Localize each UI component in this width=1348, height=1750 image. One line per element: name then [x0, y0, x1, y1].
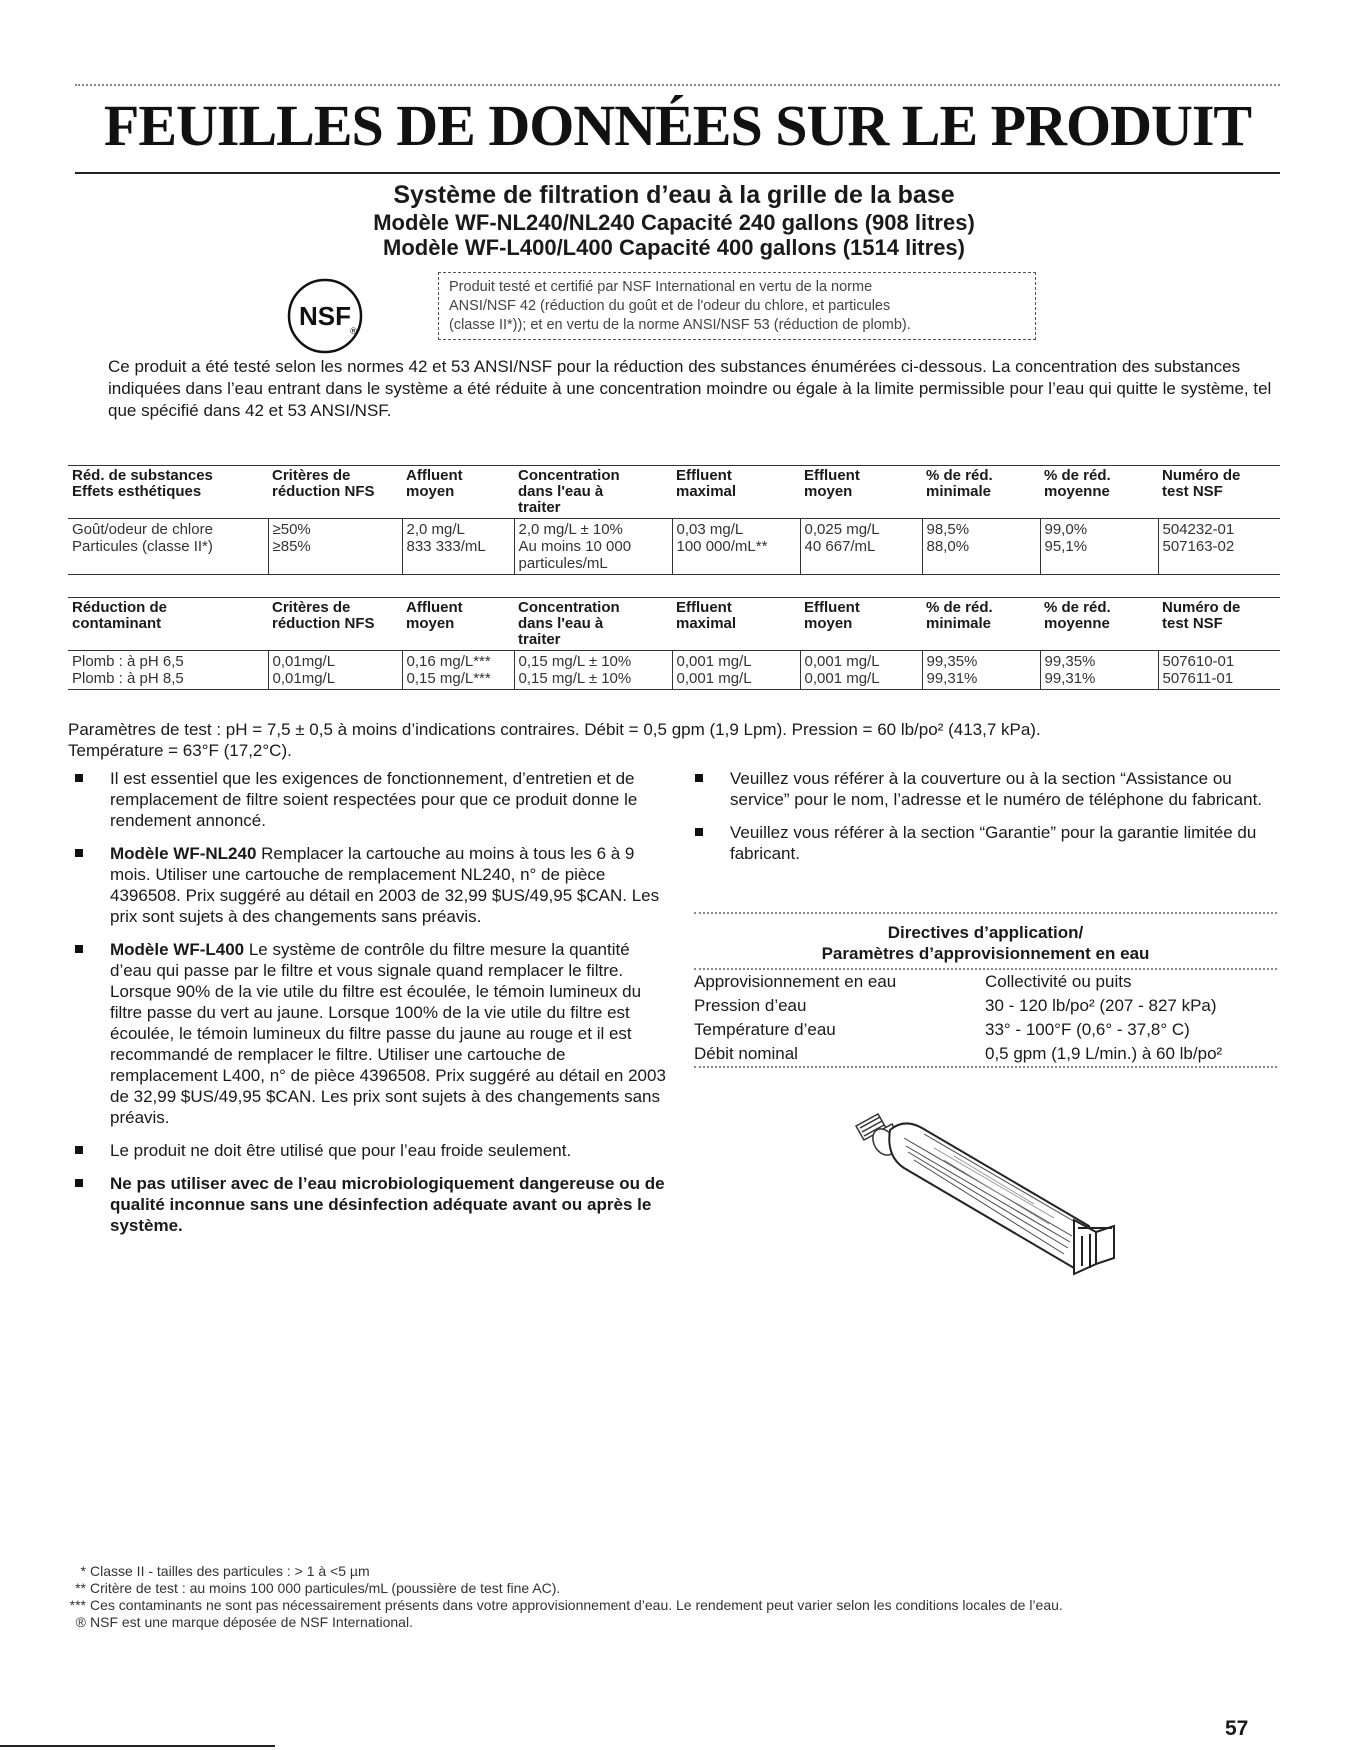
column-header [514, 598, 672, 651]
cert-line: ANSI/NSF 42 (réduction du goût et de l'odeur du chlore, et particules [449, 298, 891, 314]
column-header-line: contaminant [72, 615, 162, 632]
cell-line: 2,0 mg/L ± 10% [518, 521, 623, 538]
column-header-line: test NSF [1162, 483, 1223, 500]
cert-line: (classe II*)); et en vertu de la norme ANSI/NSF 53 (réduction de plomb). [449, 317, 911, 333]
column-header-line: maximal [676, 615, 737, 632]
cell-line: 0,01mg/L [272, 670, 336, 687]
column-header-line: minimale [926, 615, 992, 632]
table-cell [68, 519, 268, 575]
footnote [60, 1614, 1285, 1631]
footnote-text: Ces contaminants ne sont pas nécessairement présents dans votre approvisionnement d’eau. Le rendement peut varier selon les conditions locales de l’eau. [90, 1597, 1063, 1613]
footnote [60, 1580, 1285, 1597]
column-header-line: maximal [676, 483, 737, 500]
contaminant-reduction-table [68, 597, 1280, 690]
column-header-line: Numéro de [1162, 599, 1241, 616]
column-header-line: Numéro de [1162, 467, 1241, 484]
test-parameters-line: Paramètres de test : pH = 7,5 ± 0,5 à moins d’indications contraires. Débit = 0,5 gpm (1,9 Lpm). Pression = 60 lb/po² (413,7 kPa). [68, 720, 1041, 739]
cell-line: 99,35% [1044, 653, 1096, 670]
cell-line: 0,15 mg/L*** [406, 670, 491, 687]
directive-row [694, 994, 1277, 1018]
table-cell [1040, 651, 1158, 690]
test-parameters-line: Température = 63°F (17,2°C). [68, 741, 292, 760]
bottom-rule [0, 1745, 275, 1747]
bullet-bold-text: Modèle WF-L400 [110, 940, 245, 959]
directives-title-line: Paramètres d’approvisionnement en eau [821, 944, 1150, 963]
column-header [1158, 598, 1280, 651]
cell-line: 40 667/mL [804, 538, 876, 555]
bullet-item [68, 1173, 668, 1236]
cell-line: 98,5% [926, 521, 970, 538]
column-header [800, 598, 922, 651]
system-title: Système de filtration d’eau à la grille de la base [393, 181, 955, 209]
column-header [800, 466, 922, 519]
cell-line: 99,31% [1044, 670, 1096, 687]
column-header [1158, 466, 1280, 519]
bullet-square-icon [75, 1179, 83, 1187]
column-header-line: Concentration [518, 467, 620, 484]
cell-line: 0,001 mg/L [804, 653, 880, 670]
directive-label: Pression d’eau [694, 996, 807, 1015]
model-l400-line: Modèle WF-L400/L400 Capacité 400 gallons (1514 litres) [383, 235, 965, 260]
table-cell [268, 519, 402, 575]
bullet-item [68, 1140, 668, 1161]
model-nl240-line: Modèle WF-NL240/NL240 Capacité 240 gallons (908 litres) [373, 210, 975, 235]
cell-line: Plomb : à pH 8,5 [72, 670, 184, 687]
table-cell [1158, 651, 1280, 690]
bullet-text: Il est essentiel que les exigences de fonctionnement, d’entretien et de remplacement de filtre soient respectées pour que ce produit donne le rendement annoncé. [110, 769, 638, 830]
cell-line: 504232-01 [1162, 521, 1235, 538]
column-header [1040, 598, 1158, 651]
title-rule [75, 172, 1280, 174]
directives-title-line: Directives d’application/ [887, 923, 1084, 942]
cell-line: 0,001 mg/L [804, 670, 880, 687]
nsf-logo-icon [287, 278, 363, 354]
table-cell [922, 651, 1040, 690]
table-cell [402, 651, 514, 690]
table-cell [922, 519, 1040, 575]
column-header-line: Affluent [406, 467, 463, 484]
cell-line: 100 000/mL** [676, 538, 768, 555]
directive-value: 30 - 120 lb/po² (207 - 827 kPa) [985, 996, 1217, 1015]
svg-text:®: ® [349, 327, 358, 337]
cell-line: ≥85% [272, 538, 311, 555]
directive-value: 33° - 100°F (0,6° - 37,8° C) [985, 1020, 1190, 1039]
column-header-line: traiter [518, 499, 561, 516]
column-header-line: réduction NFS [272, 615, 375, 632]
table-row [68, 651, 1280, 690]
bullet-item [68, 768, 668, 831]
directive-label: Débit nominal [694, 1044, 798, 1063]
footnote-text: NSF est une marque déposée de NSF International. [90, 1614, 413, 1630]
cell-line: particules/mL [518, 555, 608, 572]
column-header-line: Critères de [272, 467, 351, 484]
cell-line: 0,15 mg/L ± 10% [518, 670, 632, 687]
bullet-item [688, 768, 1283, 810]
bullet-item [688, 822, 1283, 864]
column-header-line: moyen [406, 615, 455, 632]
bullet-list-left [68, 768, 668, 1248]
column-header-line: % de réd. [1044, 467, 1111, 484]
column-header-line: Effluent [804, 467, 860, 484]
cell-line: 833 333/mL [406, 538, 486, 555]
bullet-item [68, 843, 668, 927]
table-cell [800, 519, 922, 575]
bullet-text: Remplacer la cartouche au moins à tous les 6 à 9 mois. Utiliser une cartouche de remplacement NL240, n° de pièce 4396508. Prix suggéré au détail en 2003 de 32,99 $US/49,95 $CAN. Les prix sont sujets à des changements sans préavis. [110, 844, 660, 926]
column-header [68, 466, 268, 519]
table-header-row [68, 466, 1280, 519]
column-header-line: test NSF [1162, 615, 1223, 632]
table-cell [514, 651, 672, 690]
test-parameters [68, 719, 1283, 761]
cell-line: 0,16 mg/L*** [406, 653, 491, 670]
column-header-line: Critères de [272, 599, 351, 616]
footnote-marker: ** [75, 1580, 86, 1596]
table-cell [268, 651, 402, 690]
aesthetic-effects-table [68, 465, 1280, 575]
column-header [1040, 466, 1158, 519]
bullet-text: Veuillez vous référer à la couverture ou à la section “Assistance ou service” pour le nom, l’adresse et le numéro de téléphone du fabricant. [730, 769, 1263, 809]
column-header [402, 598, 514, 651]
column-header-line: Concentration [518, 599, 620, 616]
bullet-square-icon [695, 774, 703, 782]
column-header-line: dans l'eau à [518, 483, 604, 500]
page-title: FEUILLES DE DONNÉES SUR LE PRODUIT [103, 93, 1252, 158]
column-header [922, 598, 1040, 651]
table-cell [672, 519, 800, 575]
column-header-line: minimale [926, 483, 992, 500]
cell-line: 99,31% [926, 670, 978, 687]
intro-paragraph: Ce produit a été testé selon les normes 42 et 53 ANSI/NSF pour la réduction des substances énumérées ci-dessous. La concentration des substances indiquées dans l’eau entrant dans le système a été réduite à une concentration moindre ou égale à la limite permissible pour l’eau qui quitte le système, tel que spécifié dans 42 et 53 ANSI/NSF. [108, 357, 1272, 420]
directive-row [694, 1018, 1277, 1042]
column-header [268, 598, 402, 651]
column-header-line: moyen [804, 615, 853, 632]
bullet-square-icon [695, 828, 703, 836]
column-header-line: moyenne [1044, 615, 1110, 632]
column-header-line: % de réd. [1044, 599, 1111, 616]
column-header [402, 466, 514, 519]
bullet-square-icon [75, 774, 83, 782]
bullet-text: Le système de contrôle du filtre mesure la quantité d’eau qui passe par le filtre et vous signale quand remplacer le filtre. Lorsque 90% de la vie utile du filtre est écoulée, le témoin lumineux du filtre passe du vert au jaune. Lorsque 100% de la vie utile du filtre est écoulée, le témoin lumineux du filtre passe du jaune au rouge et il est recommandé de remplacer le filtre. Utiliser une cartouche de remplacement L400, n° de pièce 4396508. Prix suggéré au détail en 2003 de 32,99 $US/49,95 $CAN. Les prix sont sujets à des changements sans préavis. [110, 940, 666, 1127]
bullet-bold-text: Ne pas utiliser avec de l’eau microbiologiquement dangereuse ou de qualité inconnue sans une désinfection adéquate avant ou après le système. [110, 1174, 665, 1235]
footnotes [60, 1563, 1285, 1631]
directive-label: Approvisionnement en eau [694, 972, 897, 991]
top-dotted-rule [75, 84, 1280, 86]
cell-line: 95,1% [1044, 538, 1088, 555]
bullet-text: Le produit ne doit être utilisé que pour l’eau froide seulement. [110, 1141, 572, 1160]
column-header-line: moyen [804, 483, 853, 500]
cell-line: 507611-01 [1162, 670, 1234, 687]
column-header-line: dans l'eau à [518, 615, 604, 632]
column-header-line: Effluent [804, 599, 860, 616]
footnote [60, 1563, 1285, 1580]
cell-line: 99,35% [926, 653, 978, 670]
directive-value: 0,5 gpm (1,9 L/min.) à 60 lb/po² [985, 1044, 1223, 1063]
cell-line: 0,01mg/L [272, 653, 336, 670]
column-header [672, 598, 800, 651]
column-header [514, 466, 672, 519]
cell-line: 2,0 mg/L [406, 521, 465, 538]
bullet-bold-text: Modèle WF-NL240 [110, 844, 257, 863]
page-number: 57 [1225, 1717, 1249, 1740]
cell-line: 99,0% [1044, 521, 1088, 538]
cell-line: Goût/odeur de chlore [72, 521, 213, 538]
bullet-square-icon [75, 945, 83, 953]
cell-line: Au moins 10 000 [518, 538, 632, 555]
table-cell [514, 519, 672, 575]
footnote-marker: ® [75, 1614, 86, 1630]
cell-line: Particules (classe II*) [72, 538, 213, 555]
directive-row [694, 970, 1277, 994]
nsf-logo-text: NSF [299, 301, 351, 331]
cell-line: 0,03 mg/L [676, 521, 744, 538]
bullet-item [68, 939, 668, 1128]
footnote-marker: *** [69, 1597, 86, 1613]
directives-section [694, 912, 1277, 1068]
column-header-line: moyen [406, 483, 455, 500]
directive-value: Collectivité ou puits [985, 972, 1132, 991]
column-header-line: Réduction de [72, 599, 168, 616]
column-header-line: % de réd. [926, 599, 993, 616]
cell-line: 0,15 mg/L ± 10% [518, 653, 632, 670]
table-cell [1040, 519, 1158, 575]
column-header [672, 466, 800, 519]
column-header-line: % de réd. [926, 467, 993, 484]
column-header [922, 466, 1040, 519]
cell-line: 0,001 mg/L [676, 653, 752, 670]
table-cell [68, 651, 268, 690]
bullet-text: Veuillez vous référer à la section “Garantie” pour la garantie limitée du fabricant. [730, 823, 1257, 863]
footnote [60, 1597, 1285, 1614]
column-header-line: moyenne [1044, 483, 1110, 500]
directive-label: Température d’eau [694, 1020, 836, 1039]
column-header-line: Effets esthétiques [72, 483, 202, 500]
directives-title [694, 922, 1277, 964]
column-header [68, 598, 268, 651]
footnote-text: Classe II - tailles des particules : > 1 à <5 µm [90, 1563, 370, 1579]
footnote-text: Critère de test : au moins 100 000 particules/mL (poussière de test fine AC). [90, 1580, 561, 1596]
column-header-line: Réd. de substances [72, 467, 213, 484]
column-header [268, 466, 402, 519]
cell-line: Plomb : à pH 6,5 [72, 653, 184, 670]
column-header-line: traiter [518, 631, 561, 648]
dotted-rule [694, 1066, 1277, 1068]
cell-line: 507163-02 [1162, 538, 1235, 555]
cell-line: 88,0% [926, 538, 970, 555]
table-cell [402, 519, 514, 575]
table-cell [672, 651, 800, 690]
cell-line: ≥50% [272, 521, 311, 538]
cell-line: 0,025 mg/L [804, 521, 880, 538]
directives-rows [694, 970, 1277, 1066]
table-row [68, 519, 1280, 575]
cert-line: Produit testé et certifié par NSF International en vertu de la norme [449, 279, 873, 295]
column-header-line: Affluent [406, 599, 463, 616]
cell-line: 0,001 mg/L [676, 670, 752, 687]
footnote-marker: * [80, 1563, 86, 1579]
table-cell [800, 651, 922, 690]
column-header-line: Effluent [676, 467, 732, 484]
table-header-row [68, 598, 1280, 651]
column-header-line: réduction NFS [272, 483, 375, 500]
dotted-rule [694, 912, 1277, 914]
filter-cartridge-icon [834, 1108, 1119, 1283]
bullet-square-icon [75, 849, 83, 857]
table-cell [1158, 519, 1280, 575]
bullet-list-right [688, 768, 1283, 876]
directive-row [694, 1042, 1277, 1066]
bullet-square-icon [75, 1146, 83, 1154]
column-header-line: Effluent [676, 599, 732, 616]
cell-line: 507610-01 [1162, 653, 1235, 670]
certification-box [438, 272, 1036, 340]
